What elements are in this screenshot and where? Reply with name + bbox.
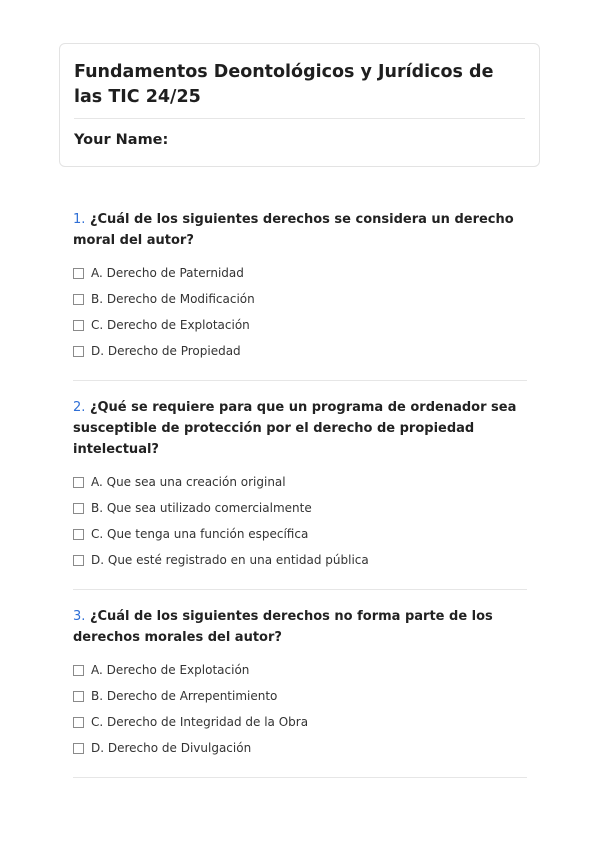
option-b[interactable] xyxy=(73,495,527,521)
option-label: D. Que esté registrado en una entidad pública xyxy=(91,553,369,567)
option-d[interactable] xyxy=(73,338,527,364)
question-prompt: ¿Cuál de los siguientes derechos se considera un derecho moral del autor? xyxy=(73,212,514,248)
question-text xyxy=(73,606,527,648)
option-label: B. Derecho de Modificación xyxy=(91,292,255,306)
question-text xyxy=(73,397,527,460)
question-number: 1. xyxy=(73,212,86,227)
page-title: Fundamentos Deontológicos y Jurídicos de las TIC 24/25 xyxy=(74,62,494,107)
checkbox[interactable] xyxy=(73,717,84,728)
option-label: A. Derecho de Paternidad xyxy=(91,266,244,280)
questions-list xyxy=(73,209,527,794)
option-c[interactable] xyxy=(73,709,527,735)
option-label: B. Que sea utilizado comercialmente xyxy=(91,501,312,515)
checkbox[interactable] xyxy=(73,268,84,279)
checkbox[interactable] xyxy=(73,294,84,305)
option-b[interactable] xyxy=(73,683,527,709)
option-d[interactable] xyxy=(73,547,527,573)
header-card xyxy=(59,43,540,167)
question-1 xyxy=(73,209,527,381)
question-number: 2. xyxy=(73,400,86,415)
question-3 xyxy=(73,606,527,778)
option-a[interactable] xyxy=(73,657,527,683)
option-d[interactable] xyxy=(73,735,527,761)
checkbox[interactable] xyxy=(73,320,84,331)
option-a[interactable] xyxy=(73,260,527,286)
checkbox[interactable] xyxy=(73,691,84,702)
checkbox[interactable] xyxy=(73,529,84,540)
question-text xyxy=(73,209,527,251)
question-prompt: ¿Qué se requiere para que un programa de ordenador sea susceptible de protección por el derecho de propiedad intelectual? xyxy=(73,400,517,457)
checkbox[interactable] xyxy=(73,346,84,357)
question-2 xyxy=(73,397,527,590)
question-prompt: ¿Cuál de los siguientes derechos no forma parte de los derechos morales del autor? xyxy=(73,609,493,645)
option-label: C. Derecho de Explotación xyxy=(91,318,250,332)
option-label: D. Derecho de Propiedad xyxy=(91,344,241,358)
checkbox[interactable] xyxy=(73,555,84,566)
option-b[interactable] xyxy=(73,286,527,312)
checkbox[interactable] xyxy=(73,477,84,488)
option-label: D. Derecho de Divulgación xyxy=(91,741,252,755)
checkbox[interactable] xyxy=(73,665,84,676)
option-label: A. Que sea una creación original xyxy=(91,475,286,489)
option-label: C. Derecho de Integridad de la Obra xyxy=(91,715,309,729)
option-label: C. Que tenga una función específica xyxy=(91,527,309,541)
name-label: Your Name: xyxy=(74,132,169,148)
question-number: 3. xyxy=(73,609,86,624)
option-a[interactable] xyxy=(73,469,527,495)
option-label: A. Derecho de Explotación xyxy=(91,663,250,677)
option-c[interactable] xyxy=(73,312,527,338)
option-label: B. Derecho de Arrepentimiento xyxy=(91,689,278,703)
option-c[interactable] xyxy=(73,521,527,547)
title-divider xyxy=(74,118,525,119)
checkbox[interactable] xyxy=(73,743,84,754)
checkbox[interactable] xyxy=(73,503,84,514)
